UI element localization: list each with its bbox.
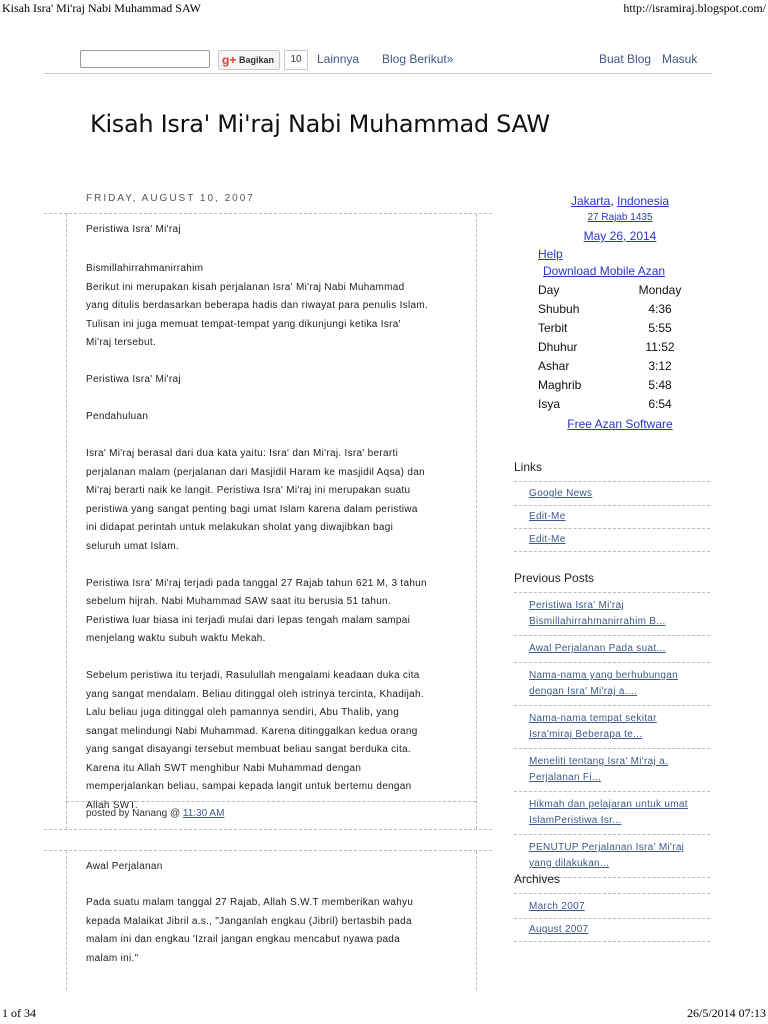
post-paragraph: Isra' Mi'raj berasal dari dua kata yaitu: Isra' dan Mi'raj. Isra' berarti perjalanan malam (perjalanan dari Masjidil Haram ke masjidil Aqsa) dan Mi'raj berarti naik ke langit. Peristiwa Isra' Mi'raj ini merupakan suatu peristiwa yang sangat penting bagi umat Islam karena dalam peristiwa ini didapat perintah untuk melakukan sholat yang diwajibkan bagi seluruh umat Islam. <box>86 448 425 552</box>
help-row <box>530 246 710 262</box>
download-row <box>530 262 710 281</box>
post-border-left <box>66 851 67 990</box>
create-blog-link[interactable]: Buat Blog <box>599 52 652 66</box>
post-border-left <box>66 214 67 829</box>
post-link: Hikmah dan pelajaran untuk umat IslamPeristiwa Isr... <box>529 799 688 826</box>
link-label: Google News <box>529 488 593 499</box>
post-title: Peristiwa Isra' Mi'raj <box>86 224 181 235</box>
prayer-row <box>530 319 710 338</box>
blogger-navbar <box>44 46 712 74</box>
list-item[interactable] <box>514 506 710 529</box>
list-item[interactable] <box>514 593 710 636</box>
country-link[interactable]: Indonesia <box>616 194 670 208</box>
previous-posts-list <box>514 592 710 878</box>
location <box>530 192 710 210</box>
post-paragraph: Sebelum peristiwa itu terjadi, Rasulullah mengalami keadaan duka cita yang sangat mendalam. Beliau ditinggal oleh istrinya tercinta, Khadijah. Lalu beliau juga ditinggal oleh pamannya sendiri, Abu Thalib, yang sangat melindungi Nabi Muhammad. Karena ditinggalkan kedua orang yang sangat disayangi tersebut membuat beliau sangat berduka cita. Karena itu Allah SWT menghibur Nabi Muhammad dengan memperjalankan beliau, sampai kepada langit untuk bertemu dengan Allah SWT. <box>86 670 424 811</box>
list-item[interactable] <box>514 663 710 706</box>
prayer-row <box>530 357 710 376</box>
list-item[interactable] <box>514 919 710 942</box>
post-paragraph: Pendahuluan <box>86 411 149 422</box>
hijri-date-link[interactable]: 27 Rajab 1435 <box>587 212 653 223</box>
search-input[interactable] <box>80 50 210 68</box>
software-link[interactable]: Free Azan Software <box>567 417 673 431</box>
archive-link: March 2007 <box>529 901 585 912</box>
share-label: Bagikan <box>239 55 275 65</box>
list-item[interactable] <box>514 749 710 792</box>
list-item[interactable] <box>514 482 710 506</box>
post-link: Meneliti tentang Isra' Mi'raj a. Perjalanan Fi... <box>529 756 669 783</box>
day-value: Monday <box>638 283 682 297</box>
prayer-row <box>530 300 710 319</box>
date-header: FRIDAY, AUGUST 10, 2007 <box>86 193 255 204</box>
list-item[interactable] <box>514 706 710 749</box>
prayer-times-widget <box>530 192 710 434</box>
prayer-row <box>530 376 710 395</box>
post-link: Awal Perjalanan Pada suat... <box>529 643 666 654</box>
share-button[interactable] <box>218 50 280 70</box>
prayer-time: 4:36 <box>648 302 672 316</box>
post-body <box>86 260 466 834</box>
link-label: Edit-Me <box>529 534 566 545</box>
gregorian-date <box>530 226 710 246</box>
print-timestamp: 26/5/2014 07:13 <box>686 1006 766 1020</box>
list-item[interactable] <box>514 529 710 552</box>
prayer-name: Maghrib <box>538 378 582 392</box>
post-link: Nama-nama yang berhubungan dengan Isra' Mi'raj a.... <box>529 670 679 697</box>
hijri-date <box>530 210 710 226</box>
post-paragraph: Peristiwa Isra' Mi'raj <box>86 374 181 385</box>
prayer-time: 3:12 <box>648 359 672 373</box>
day-label: Day <box>538 283 560 297</box>
sign-in-link[interactable]: Masuk <box>662 52 698 66</box>
links-list <box>514 481 710 552</box>
print-page-title: Kisah Isra' Mi'raj Nabi Muhammad SAW <box>2 1 201 15</box>
prayer-time: 11:52 <box>645 340 675 354</box>
share-count: 10 <box>284 50 308 70</box>
more-link[interactable]: Lainnya <box>317 52 360 66</box>
next-blog-link[interactable]: Blog Berikut» <box>382 52 454 66</box>
post-link: Nama-nama tempat sekitar Isra'miraj Beberapa te... <box>529 713 657 740</box>
list-item[interactable] <box>514 636 710 663</box>
location-separator: , <box>610 194 617 208</box>
list-item[interactable] <box>514 894 710 919</box>
prayer-time: 5:48 <box>648 378 672 392</box>
google-plus-icon: g+ <box>222 53 237 67</box>
prayer-row <box>530 395 710 414</box>
print-footer <box>0 1006 768 1024</box>
page-count: 1 of 34 <box>2 1006 36 1020</box>
archive-link: August 2007 <box>529 924 589 935</box>
post-paragraph: Bismillahirrahmanirrahim Berikut ini merupakan kisah perjalanan Isra' Mi'raj Nabi Muhammad yang ditulis berdasarkan beberapa hadis dan riwayat para penulis Islam. Tulisan ini juga memuat tempat-tempat yang dikunjungi ketika Isra' Mi'raj tersebut. <box>86 263 429 348</box>
post-paragraph: Pada suatu malam tanggal 27 Rajab, Allah S.W.T memberikan wahyu kepada Malaikat Jibril a.s., "Janganlah engkau (Jibril) bertasbih pada malam ini dan engkau 'Izrail jangan engkau mencabut nyawa pada malam ini." <box>86 897 414 964</box>
print-page-url: http://isramiraj.blogspot.com/ <box>623 1 766 15</box>
help-link[interactable]: Help <box>538 247 563 261</box>
post-link: Peristiwa Isra' Mi'raj Bismillahirrahmanirrahim B... <box>529 600 666 627</box>
list-item[interactable] <box>514 792 710 835</box>
posted-by: posted by Nanang @ <box>86 808 183 819</box>
prayer-name: Ashar <box>538 359 570 373</box>
archives-list <box>514 893 710 942</box>
software-row <box>530 414 710 434</box>
post-paragraph: Peristiwa Isra' Mi'raj terjadi pada tanggal 27 Rajab tahun 621 M, 3 tahun sebelum hijrah. Nabi Muhammad SAW saat itu berusia 51 tahun. Peristiwa luar biasa ini terjadi mulai dari lepas tengah malam sampai menjelang waktu subuh waktu Mekah. <box>86 577 427 644</box>
previous-posts-heading: Previous Posts <box>514 571 595 585</box>
print-header <box>0 0 768 18</box>
prayer-time: 6:54 <box>648 397 672 411</box>
prayer-name: Shubuh <box>538 302 580 316</box>
prayer-time: 5:55 <box>648 321 672 335</box>
city-link[interactable]: Jakarta <box>570 194 611 208</box>
prayer-row <box>530 338 710 357</box>
link-label: Edit-Me <box>529 511 566 522</box>
day-row <box>530 281 710 300</box>
post-border-right <box>476 851 477 990</box>
blog-title[interactable]: Kisah Isra' Mi'raj Nabi Muhammad SAW <box>90 110 550 138</box>
download-link[interactable]: Download Mobile Azan <box>543 264 666 278</box>
prayer-name: Terbit <box>538 321 568 335</box>
post-time-link[interactable]: 11:30 AM <box>182 808 225 819</box>
post <box>44 850 492 990</box>
gregorian-date-link[interactable]: May 26, 2014 <box>583 229 657 243</box>
prayer-name: Isya <box>538 397 561 411</box>
archives-heading: Archives <box>514 872 561 886</box>
post <box>44 213 492 830</box>
links-heading: Links <box>514 460 543 474</box>
post-body <box>86 894 466 987</box>
post-title: Awal Perjalanan <box>86 861 163 872</box>
post-footer <box>66 801 476 819</box>
post-link: PENUTUP Perjalanan Isra' Mi'raj yang dilakukan... <box>529 842 685 869</box>
post-border-right <box>476 214 477 829</box>
prayer-name: Dhuhur <box>538 340 578 354</box>
